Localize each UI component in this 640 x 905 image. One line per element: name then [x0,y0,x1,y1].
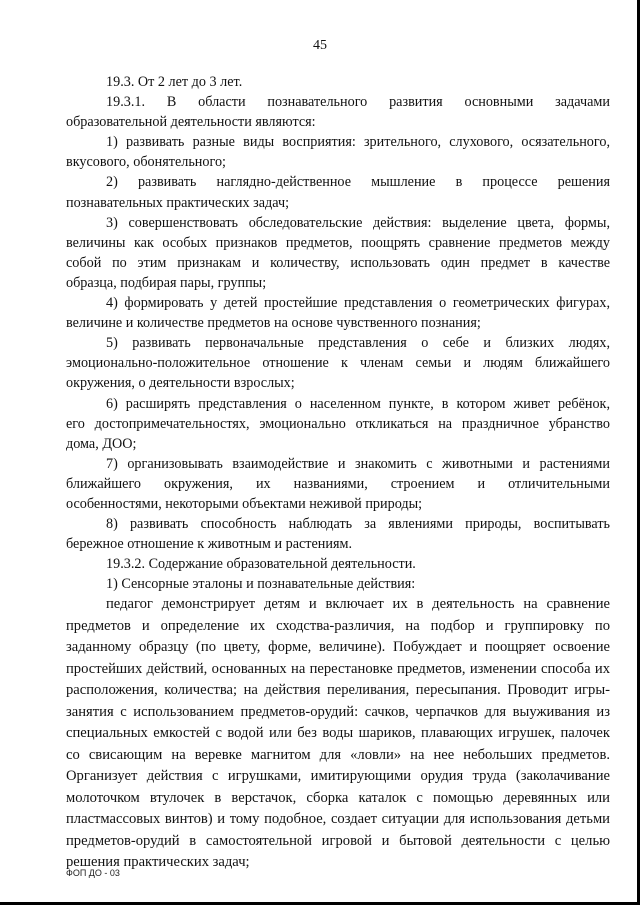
text-line: предметов и определение их сходства-различия, на подбор и группировку по [66,617,610,634]
subheading-sensory: 1) Сенсорные эталоны и познавательные действия: [106,576,416,593]
text-line: специальных емкостей с водой или без воды шариков, плавающих игрушек, палочек [66,725,610,742]
text-line: со свисающим на веревке магнитом для «ловли» на нее небольших предметов. [66,746,610,763]
text-line: собой по этим признакам и количеству, использовать один предмет в качестве [66,254,610,271]
text-line: 3) совершенствовать обследовательские действия: выделение цвета, формы, [106,214,610,231]
text-line: заданному образцу (по цвету, форме, величине). Побуждает и поощряет освоение [66,639,610,656]
text-line: 1) развивать разные виды восприятия: зрительного, слухового, осязательного, [106,134,610,151]
text-line: бережное отношение к животным и растениям. [66,536,353,553]
text-line: величине и количестве предметов на основе чувственного познания; [66,315,481,332]
text-line: его достопримечательностях, эмоционально откликаться на праздничное убранство [66,415,610,432]
text-line: образца, подбирая пары, группы; [66,274,267,291]
text-line: особенностями, некоторыми объектами неживой природы; [66,495,423,512]
section-b [66,594,610,874]
text-line: 2) развивать наглядно-действенное мышление в процессе решения [106,174,610,191]
text-line: пластмассовых винтов) и тому подобное, создает ситуации для использования детьми [66,811,610,828]
text-line: молоточком втулочек в верстачок, сборка каталок с помощью деревянных или [66,789,610,806]
text-line: образовательной деятельности являются: [66,114,316,131]
text-line: простейших действий, основанных на перестановке предметов, изменении способа их [66,660,610,677]
text-line: 5) развивать первоначальные представления о себе и близких людях, [106,335,610,352]
heading-19-3: 19.3. От 2 лет до 3 лет. [106,74,243,90]
text-line: познавательных практических задач; [66,194,290,211]
text-line: вкусового, обонятельного; [66,154,226,171]
footer-code: ФОП ДО - 03 [66,868,120,878]
page-number: 45 [313,38,327,53]
text-line: занятия с использованием предметов-орудий: сачков, черпачков для выуживания из [66,703,610,720]
text-line: 7) организовывать взаимодействие и знакомить с животными и растениями [106,455,610,472]
text-line: педагог демонстрирует детям и включает их в деятельность на сравнение [106,596,610,613]
text-line: 19.3.1. В области познавательного развития основными задачами [106,94,610,111]
text-line: ближайшего окружения, их названиями, строением и отличительными [66,475,610,492]
text-line: дома, ДОО; [66,435,137,452]
text-line: решения практических задач; [66,854,250,871]
text-line: эмоционально-положительное отношение к членам семьи и людям ближайшего [66,355,610,372]
heading-19-3-2: 19.3.2. Содержание образовательной деятельности. [106,556,416,573]
section-a [66,72,610,594]
text-line: 6) расширять представления о населенном пункте, в котором живет ребёнок, [106,395,610,412]
text-line: предметов-орудий в самостоятельной игровой и бытовой деятельности с целью [66,832,610,849]
document-body [66,72,610,874]
text-line: расположения, количества; на действия переливания, пересыпания. Проводит игры- [66,682,610,699]
text-line: 8) развивать способность наблюдать за явлениями природы, воспитывать [106,516,610,533]
text-line: окружения, о деятельности взрослых; [66,375,295,392]
text-line: Организует действия с игрушками, имитирующими орудия труда (заколачивание [66,768,610,785]
text-line: величины как особых признаков предметов, поощрять сравнение предметов между [66,234,610,251]
text-line: 4) формировать у детей простейшие представления о геометрических фигурах, [106,295,610,312]
